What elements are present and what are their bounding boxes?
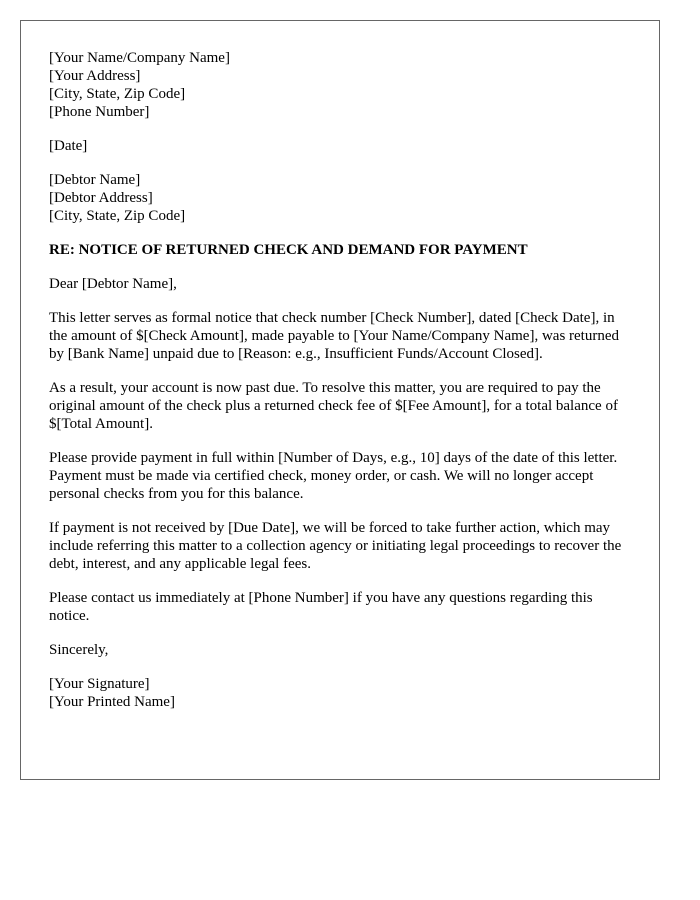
subject-line: RE: NOTICE OF RETURNED CHECK AND DEMAND FOR PAYMENT [49, 242, 528, 258]
recipient-name: [Debtor Name] [49, 172, 141, 188]
closing: Sincerely, [49, 642, 109, 658]
recipient-city: [City, State, Zip Code] [49, 208, 186, 224]
sender-address: [Your Address] [49, 68, 141, 84]
signature-line: [Your Signature] [49, 676, 150, 692]
paragraph-contact: Please contact us immediately at [Phone Number] if you have any questions regarding this notice. [49, 590, 593, 624]
recipient-address: [Debtor Address] [49, 190, 153, 206]
sender-city: [City, State, Zip Code] [49, 86, 186, 102]
paragraph-returned-check: This letter serves as formal notice that check number [Check Number], dated [Check Date], in the amount of $[Check Amount], made payable to [Your Name/Company Name], was returned by [Bank Name] unpaid due to [Reason: e.g., Insufficient Funds/Account Closed]. [49, 310, 619, 362]
paragraph-payment-terms: Please provide payment in full within [Number of Days, e.g., 10] days of the date of this letter. Payment must be made via certified check, money order, or cash. We will no longer accept personal checks from you for this balance. [49, 450, 618, 502]
signature-block [49, 675, 631, 711]
sender-block [49, 49, 631, 121]
letter-page [20, 20, 660, 780]
letter-date: [Date] [49, 138, 88, 154]
date-block [49, 137, 631, 155]
paragraph-further-action: If payment is not received by [Due Date], we will be forced to take further action, which may include referring this matter to a collection agency or initiating legal proceedings to recover the debt, interest, and any applicable legal fees. [49, 520, 622, 572]
printed-name: [Your Printed Name] [49, 694, 175, 710]
sender-name: [Your Name/Company Name] [49, 50, 230, 66]
recipient-block [49, 171, 631, 225]
salutation: Dear [Debtor Name], [49, 276, 177, 292]
sender-phone: [Phone Number] [49, 104, 150, 120]
paragraph-past-due: As a result, your account is now past due. To resolve this matter, you are required to pay the original amount of the check plus a returned check fee of $[Fee Amount], for a total balance of $[Total Amount]. [49, 380, 618, 432]
